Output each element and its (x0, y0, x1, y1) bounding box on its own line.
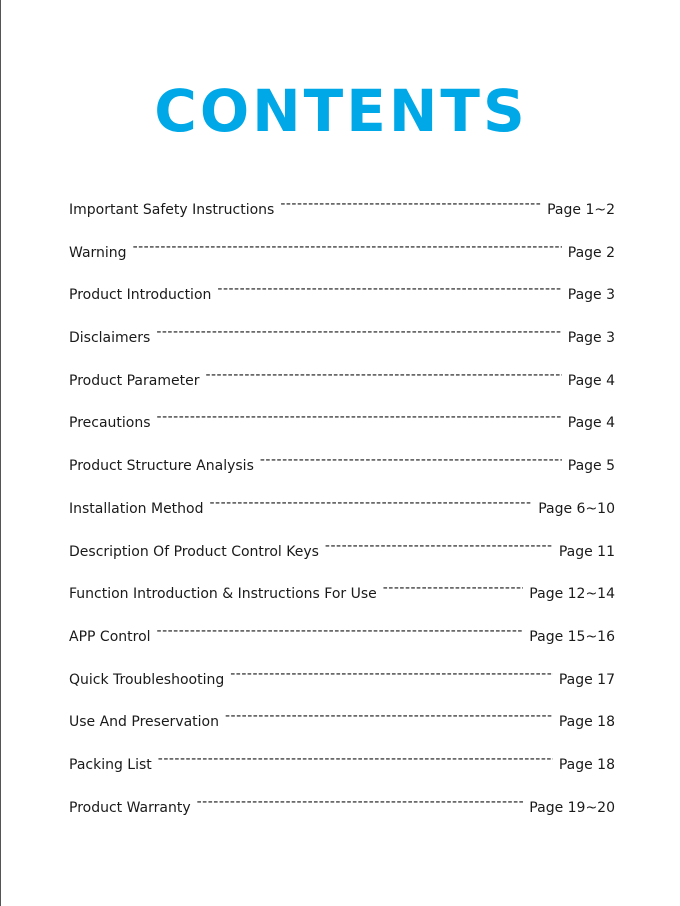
toc-entry-label: Use And Preservation (69, 714, 219, 731)
toc-entry-label: Installation Method (69, 500, 204, 517)
toc-entry-page: Page 19~20 (529, 799, 615, 816)
toc-entry-label: Quick Troubleshooting (69, 671, 225, 688)
toc-leader (205, 367, 561, 385)
table-of-contents (69, 196, 615, 836)
toc-entry (69, 623, 615, 666)
toc-entry (69, 452, 615, 495)
toc-entry-label: Description Of Product Control Keys (69, 543, 319, 560)
toc-leader (260, 452, 562, 470)
toc-entry-label: Product Parameter (69, 372, 200, 389)
toc-entry (69, 281, 615, 324)
toc-leader (157, 409, 562, 427)
toc-leader (158, 751, 553, 769)
toc-leader (197, 794, 524, 812)
toc-entry-page: Page 15~16 (529, 628, 615, 645)
toc-entry-label: Important Safety Instructions (69, 202, 275, 218)
toc-entry (69, 666, 615, 709)
toc-leader (230, 666, 553, 684)
toc-entry-page: Page 5 (567, 458, 615, 475)
toc-entry-page: Page 3 (567, 330, 615, 347)
toc-entry (69, 751, 615, 794)
toc-entry-label: Disclaimers (69, 330, 151, 347)
toc-entry-page: Page 4 (567, 372, 615, 389)
toc-entry-page: Page 6~10 (538, 500, 615, 517)
toc-entry-label: Precautions (69, 415, 151, 432)
toc-entry (69, 538, 615, 581)
toc-entry-label: Warning (69, 244, 127, 261)
toc-entry-label: APP Control (69, 628, 151, 645)
toc-entry-label: Product Introduction (69, 287, 212, 304)
toc-entry-label: Function Introduction & Instructions For Use (69, 586, 377, 603)
toc-entry (69, 196, 615, 239)
toc-entry-label: Product Structure Analysis (69, 458, 254, 475)
toc-entry (69, 794, 615, 837)
toc-entry (69, 239, 615, 282)
toc-entry-page: Page 3 (567, 287, 615, 304)
toc-leader (217, 281, 561, 299)
toc-leader (280, 196, 541, 214)
toc-entry (69, 495, 615, 538)
toc-leader (383, 580, 524, 598)
toc-entry-page: Page 17 (558, 671, 615, 688)
toc-entry-label: Packing List (69, 756, 152, 773)
toc-leader (157, 623, 524, 641)
toc-entry-page: Page 11 (558, 543, 615, 560)
toc-leader (210, 495, 533, 513)
toc-entry-label: Product Warranty (69, 799, 191, 816)
toc-leader (133, 239, 562, 257)
toc-leader (325, 538, 553, 556)
toc-entry-page: Page 18 (558, 714, 615, 731)
toc-leader (156, 324, 561, 342)
page-title: CONTENTS (154, 77, 528, 145)
toc-entry-page: Page 1~2 (547, 202, 615, 218)
toc-entry-page: Page 18 (558, 756, 615, 773)
toc-entry-page: Page 12~14 (529, 586, 615, 603)
toc-entry (69, 324, 615, 367)
toc-entry (69, 580, 615, 623)
toc-entry-page: Page 4 (567, 415, 615, 432)
toc-leader (225, 708, 553, 726)
toc-entry (69, 708, 615, 751)
toc-entry (69, 409, 615, 452)
toc-entry (69, 367, 615, 410)
toc-entry-page: Page 2 (567, 244, 615, 261)
